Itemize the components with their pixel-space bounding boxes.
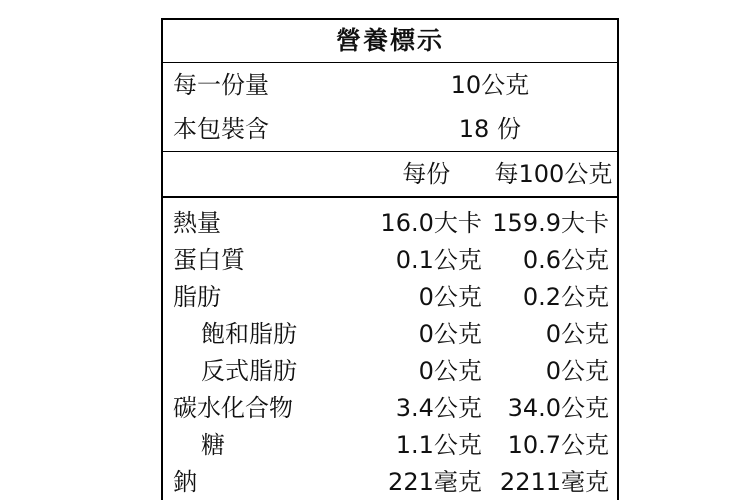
- column-header-nutrient: [163, 152, 363, 198]
- nutrient-name-sodium: 鈉: [173, 468, 197, 496]
- nutrient-per-100g-protein: 0.6公克: [522, 246, 609, 274]
- nutrient-per-100g-carbohydrate: 34.0公克: [507, 394, 609, 422]
- nutrient-per-serving-carbohydrate: 3.4公克: [395, 394, 482, 422]
- column-header-per-100g: 每100公克: [494, 160, 613, 188]
- table-row: [163, 316, 617, 353]
- nutrient-name-saturated-fat: 飽和脂肪: [201, 320, 297, 348]
- nutrient-name-energy: 熱量: [173, 209, 221, 237]
- label-title: 營養標示: [335, 26, 444, 55]
- serving-size-label: 每一份量: [173, 71, 269, 99]
- nutrient-per-100g-energy: 159.9大卡: [492, 209, 609, 237]
- table-row-serving-size: [163, 63, 617, 108]
- nutrient-per-100g-sodium: 2211毫克: [499, 468, 609, 496]
- serving-size-value: 10公克: [450, 71, 530, 99]
- nutrient-per-serving-trans-fat: 0公克: [418, 357, 482, 385]
- table-row-column-headers: [163, 152, 617, 198]
- table-row: [163, 279, 617, 316]
- nutrient-per-serving-sugar: 1.1公克: [395, 431, 482, 459]
- table-row: [163, 242, 617, 279]
- nutrient-name-sugar: 糖: [201, 431, 225, 459]
- nutrient-name-fat: 脂肪: [173, 283, 221, 311]
- table-row: [163, 464, 617, 500]
- table-row: [163, 390, 617, 427]
- servings-per-container-value: 18 份: [458, 115, 521, 143]
- nutrient-per-serving-protein: 0.1公克: [395, 246, 482, 274]
- nutrition-table: [163, 20, 617, 500]
- table-row: [163, 427, 617, 464]
- nutrient-per-serving-saturated-fat: 0公克: [418, 320, 482, 348]
- table-row: [163, 205, 617, 242]
- nutrient-per-100g-saturated-fat: 0公克: [545, 320, 609, 348]
- nutrient-per-serving-sodium: 221毫克: [388, 468, 482, 496]
- nutrient-name-protein: 蛋白質: [173, 246, 245, 274]
- nutrient-name-trans-fat: 反式脂肪: [201, 357, 297, 385]
- servings-per-container-label: 本包裝含: [173, 115, 269, 143]
- table-row: [163, 353, 617, 390]
- nutrient-per-serving-energy: 16.0大卡: [380, 209, 482, 237]
- table-row-servings-per-container: [163, 107, 617, 152]
- spacer-cell: [163, 197, 617, 205]
- table-row-title: [163, 20, 617, 63]
- column-header-per-serving: 每份: [402, 160, 451, 188]
- nutrient-per-100g-trans-fat: 0公克: [545, 357, 609, 385]
- nutrition-label-box: [161, 18, 619, 500]
- table-row-spacer: [163, 197, 617, 205]
- nutrient-per-100g-fat: 0.2公克: [522, 283, 609, 311]
- nutrient-per-serving-fat: 0公克: [418, 283, 482, 311]
- nutrient-name-carbohydrate: 碳水化合物: [173, 394, 293, 422]
- nutrient-per-100g-sugar: 10.7公克: [507, 431, 609, 459]
